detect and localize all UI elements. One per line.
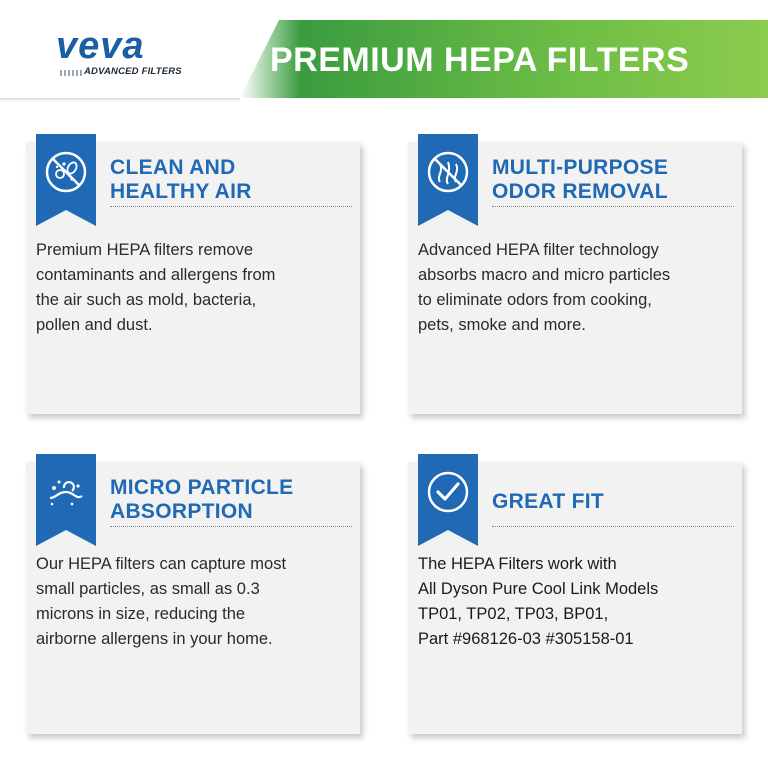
feature-description [36,552,354,652]
description-line: Premium HEPA filters remove [36,241,253,259]
brand-logo-subtitle: ADVANCED FILTERS [84,66,182,77]
feature-title-line: ODOR REMOVAL [492,180,668,203]
feature-title [492,156,732,204]
feature-title-line: MULTI-PURPOSE [492,156,669,179]
description-line: to eliminate odors from cooking, [418,291,652,309]
description-line: absorbs macro and micro particles [418,266,671,284]
feature-title-line: ABSORPTION [110,500,254,523]
feature-badge [36,134,96,226]
feature-card-clean-air [26,142,360,414]
description-line: Our HEPA filters can capture most [36,555,287,573]
feature-badge [418,134,478,226]
header-banner [0,0,768,100]
divider [492,526,734,527]
page-title: PREMIUM HEPA FILTERS [270,41,690,79]
feature-card-odor-removal [408,142,742,414]
checkmark-icon [424,468,472,516]
description-line: contaminants and allergens from [36,266,276,284]
logo-dots [60,70,82,76]
feature-badge [418,454,478,546]
description-line: TP01, TP02, TP03, BP01, [418,605,609,623]
feature-card-great-fit [408,462,742,734]
feature-title-line: CLEAN AND [110,156,236,179]
feature-title [110,476,350,524]
description-line: The HEPA Filters work with [418,555,617,573]
feature-title [110,156,350,204]
description-line: Part #968126-03 #305158-01 [418,630,634,648]
divider [110,526,352,527]
description-line: the air such as mold, bacteria, [36,291,257,309]
feature-description [418,552,736,652]
feature-badge [36,454,96,546]
description-line: Advanced HEPA filter technology [418,241,659,259]
description-line: microns in size, reducing the [36,605,246,623]
feature-title-line: HEALTHY AIR [110,180,252,203]
divider [492,206,734,207]
feature-title-line: GREAT FIT [492,490,604,513]
feature-title-line: MICRO PARTICLE [110,476,294,499]
description-line: small particles, as small as 0.3 [36,580,260,598]
description-line: airborne allergens in your home. [36,630,273,648]
particles-icon [42,468,90,516]
feature-title [492,490,732,514]
no-odor-icon [424,148,472,196]
brand-logo: veva [56,25,145,67]
logo-shadow [0,98,240,102]
description-line: pets, smoke and more. [418,316,586,334]
feature-card-micro-particle [26,462,360,734]
description-line: pollen and dust. [36,316,153,334]
description-line: All Dyson Pure Cool Link Models [418,580,659,598]
feature-description [36,238,354,338]
feature-description [418,238,736,338]
no-bacteria-icon [42,148,90,196]
divider [110,206,352,207]
